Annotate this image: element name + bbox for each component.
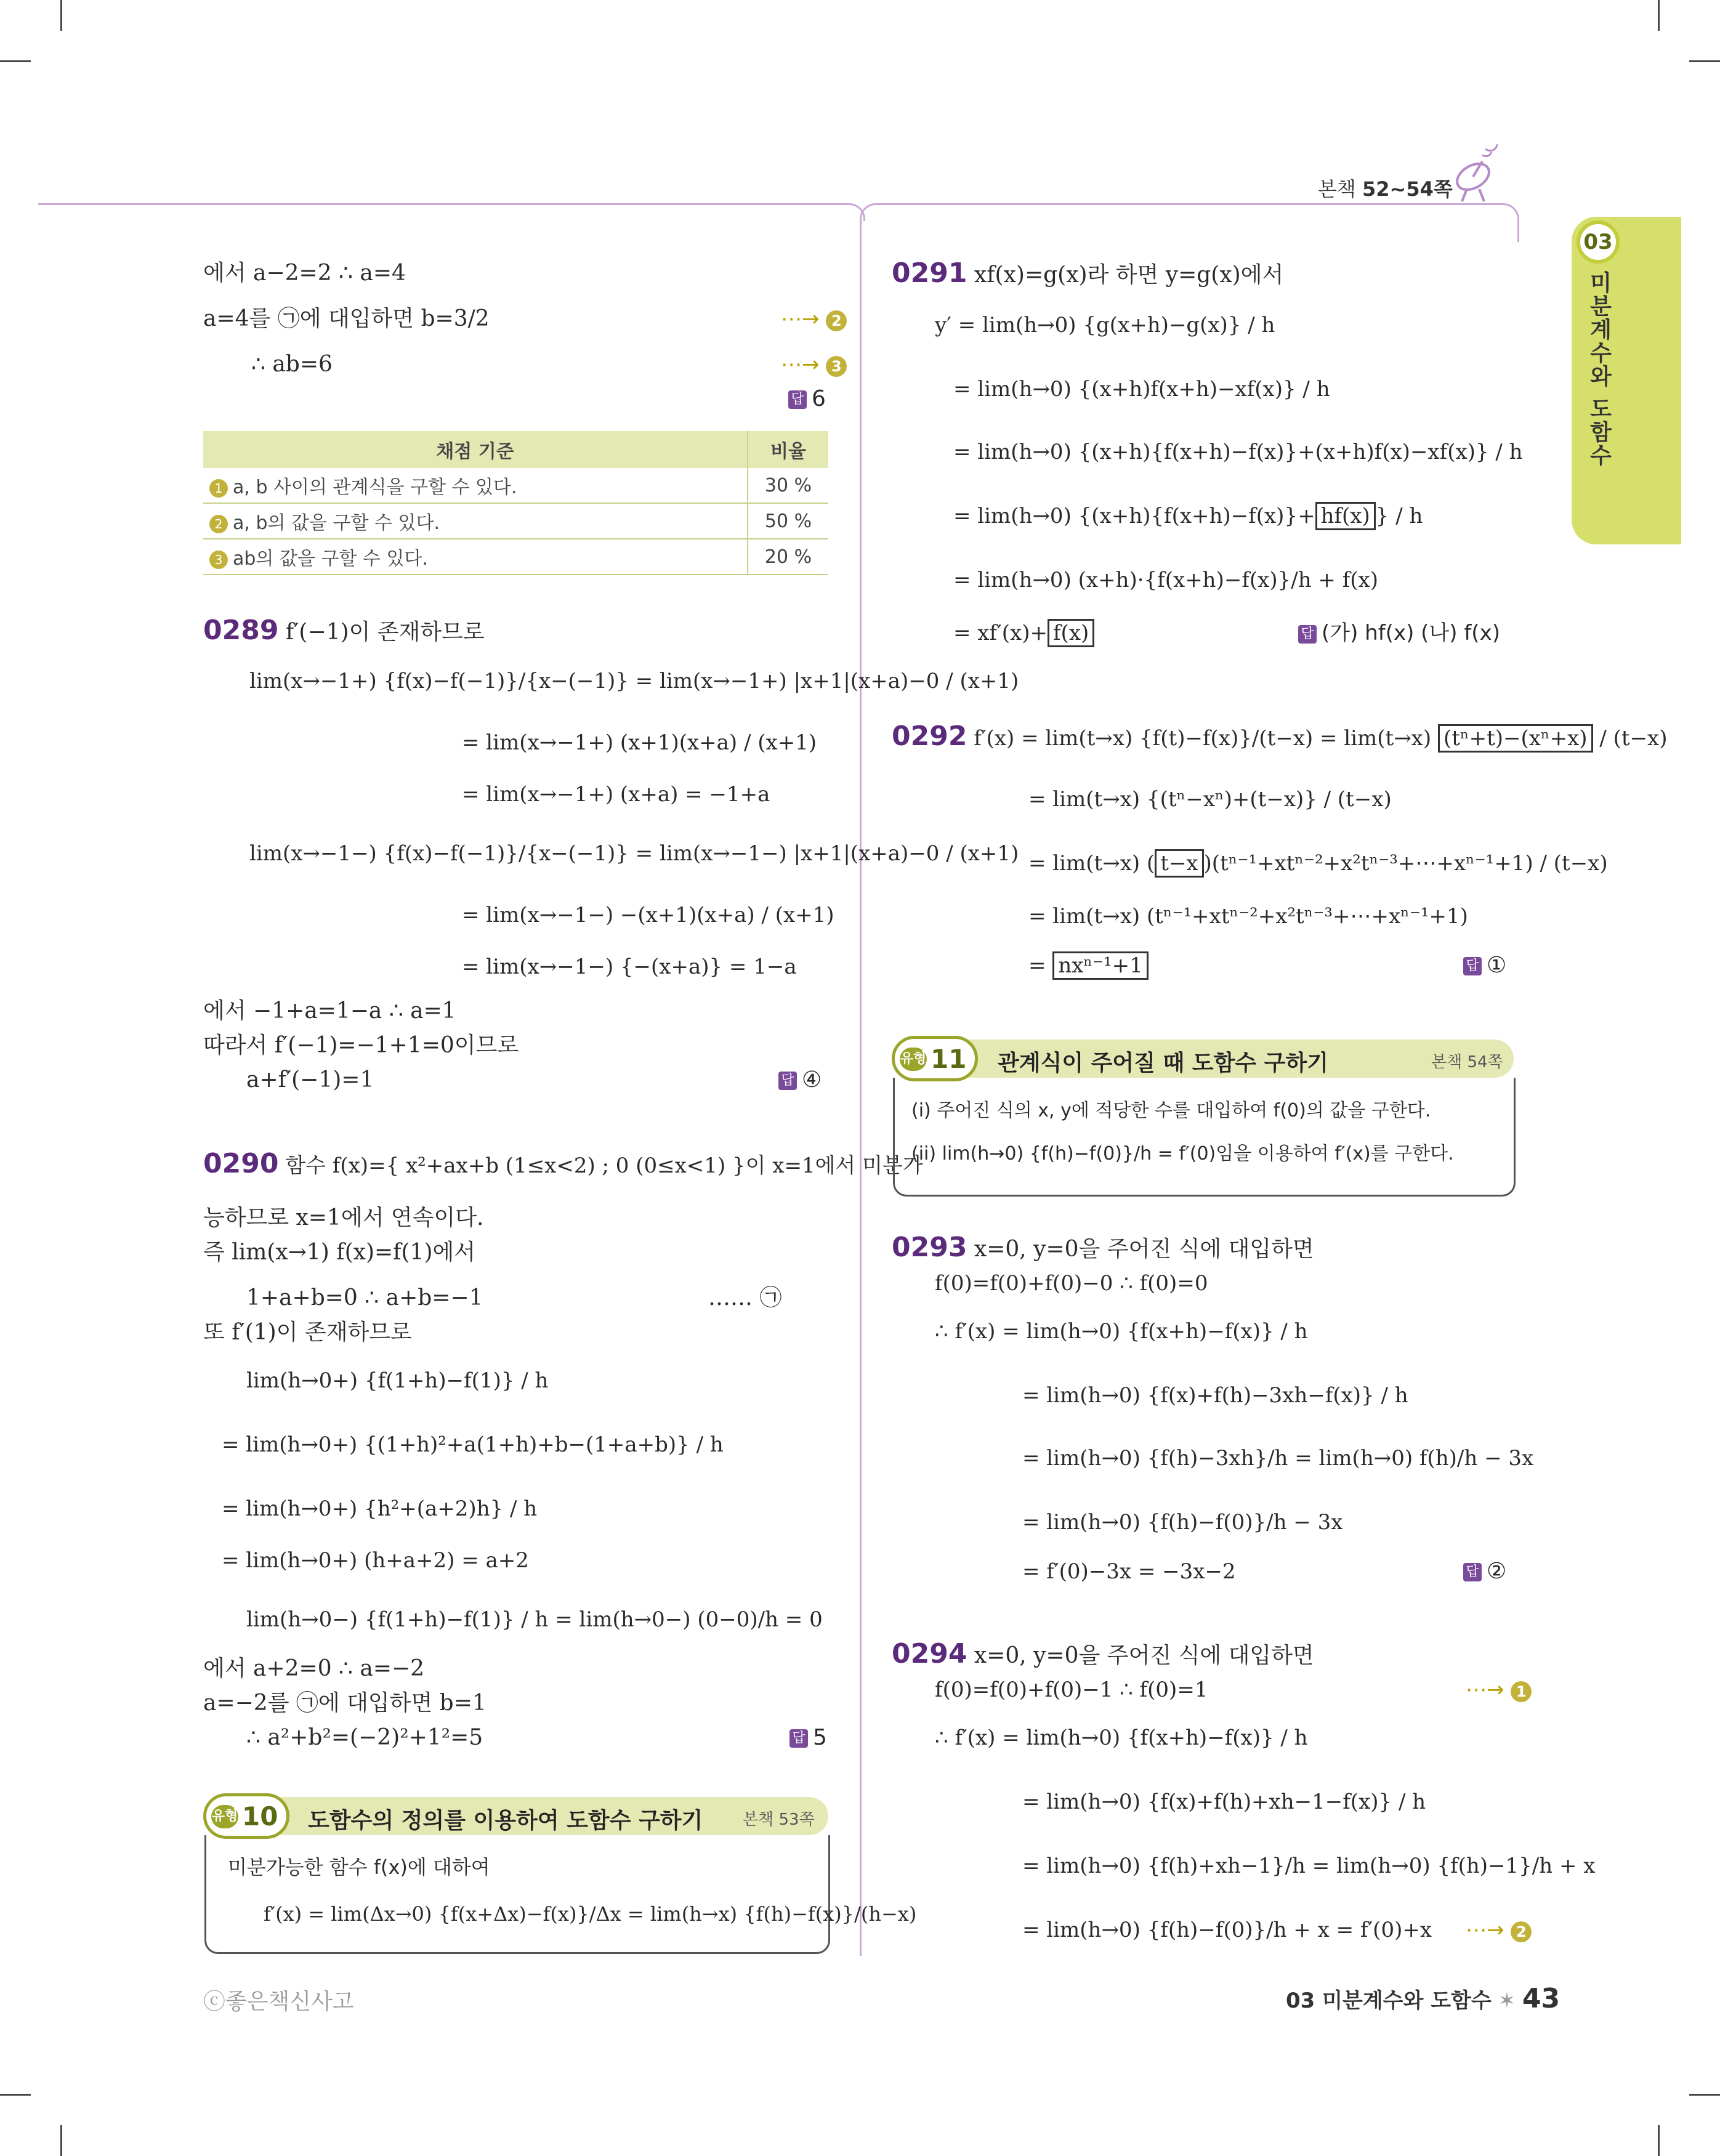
equation: ∴ f′(x) = lim(h→0) {f(x+h)−f(x)} / h (935, 1726, 1308, 1750)
blank-box: t−x (1155, 849, 1203, 878)
equation: = lim(h→0) {f(h)−f(0)}/h + x = f′(0)+x (1022, 1918, 1432, 1942)
equation: = xf′(x)+ f(x) (953, 620, 1094, 647)
text-line: 1+a+b=0 ∴ a+b=−1 (246, 1285, 483, 1310)
equation: = lim(h→0) {f(x)+f(h)+xh−1−f(x)} / h (1022, 1790, 1426, 1814)
equation: = lim(h→0) {f(h)−f(0)}/h − 3x (1022, 1510, 1343, 1535)
problem-0293: 0293 x=0, y=0을 주어진 식에 대입하면 (892, 1232, 1314, 1263)
equation: lim(x→−1+) {f(x)−f(−1)}/{x−(−1)} = lim(x→−1+) |x+1|(x+a)−0 / (x+1) (249, 669, 1019, 693)
crop-mark (0, 60, 31, 62)
crop-mark (0, 2094, 31, 2096)
crop-mark (1658, 0, 1660, 31)
text-line: 에서 a−2=2 ∴ a=4 (203, 260, 406, 286)
type-10-box (204, 1835, 830, 1954)
equation: = lim(h→0) {f(h)−3xh}/h = lim(h→0) f(h)/h − 3x (1022, 1446, 1534, 1471)
answer-icon: 답 (778, 1072, 797, 1090)
equation: = lim(h→0) {(x+h)f(x+h)−xf(x)} / h (953, 377, 1330, 402)
equation: lim(h→0−) {f(1+h)−f(1)} / h = lim(h→0−) (0−0)/h = 0 (246, 1607, 823, 1632)
right-frame (860, 203, 1519, 242)
text-line: a=4를 ㉠에 대입하면 b=3/2 (203, 306, 490, 331)
answer-icon: 답 (1463, 957, 1482, 975)
equation: = lim(x→−1−) −(x+1)(x+a) / (x+1) (462, 903, 834, 927)
page-number: 43 (1522, 1983, 1561, 2014)
answer-icon: 답 (788, 390, 807, 409)
crop-mark (1658, 2125, 1660, 2156)
equation: = lim(x→−1−) {−(x+a)} = 1−a (462, 955, 797, 979)
equation: ∴ f′(x) = lim(h→0) {f(x+h)−f(x)} / h (935, 1319, 1308, 1344)
problem-0292: 0292 f′(x) = lim(t→x) {f(t)−f(x)}/(t−x) = lim(t→x) (tⁿ+t)−(xⁿ+x) / (t−x) (892, 721, 1668, 752)
scoring-table (203, 431, 828, 575)
text-line: ∴ ab=6 (251, 352, 333, 377)
equation: = lim(h→0) {f(h)+xh−1}/h = lim(h→0) {f(h)−1}/h + x (1022, 1854, 1596, 1878)
answer-icon: 답 (1298, 625, 1317, 644)
problem-0291: 0291 xf(x)=g(x)라 하면 y=g(x)에서 (892, 257, 1284, 289)
crop-mark (60, 0, 62, 31)
text-line: 또 f′(1)이 존재하므로 (203, 1320, 412, 1345)
type-10-badge: 유형 10 (203, 1793, 289, 1839)
table-row: 1 a, b 사이의 관계식을 구할 수 있다. 30 % (203, 468, 828, 503)
problem-number: 0293 (892, 1232, 967, 1263)
text-line: a+f′(−1)=1 (246, 1067, 374, 1092)
equation: = lim(t→x) (tⁿ⁻¹+xtⁿ⁻²+x²tⁿ⁻³+⋯+xⁿ⁻¹+1) (1028, 904, 1468, 929)
equation: lim(x→−1−) {f(x)−f(−1)}/{x−(−1)} = lim(x→−1−) |x+1|(x+a)−0 / (x+1) (249, 841, 1019, 866)
problem-0289: 0289 f′(−1)이 존재하므로 (203, 615, 485, 646)
type-11-ref: 본책 54쪽 (1431, 1053, 1503, 1072)
problem-number: 0290 (203, 1148, 279, 1179)
type-11-badge: 유형 11 (892, 1036, 978, 1081)
equation: = f′(0)−3x = −3x−2 (1022, 1559, 1236, 1584)
blank-box: nxⁿ⁻¹+1 (1052, 951, 1148, 980)
equation: = lim(h→0+) {(1+h)²+a(1+h)+b−(1+a+b)} / h (222, 1432, 724, 1457)
crop-mark (60, 2125, 62, 2156)
equation: = lim(t→x) ( t−x )(tⁿ⁻¹+xtⁿ⁻²+x²tⁿ⁻³+⋯+xⁿ⁻¹+1) / (t−x) (1028, 850, 1608, 877)
equation: = lim(h→0) (x+h)·{f(x+h)−f(x)}/h + f(x) (953, 568, 1378, 592)
answer: 답 6 (788, 386, 826, 413)
column-divider (860, 219, 862, 1956)
answer: 답 5 (789, 1724, 827, 1751)
problem-0294: 0294 x=0, y=0을 주어진 식에 대입하면 (892, 1638, 1314, 1669)
equation: = lim(h→0) {f(x)+f(h)−3xh−f(x)} / h (1022, 1383, 1408, 1408)
text-line: ∴ a²+b²=(−2)²+1²=5 (246, 1725, 483, 1750)
table-header: 채점 기준 (203, 431, 748, 468)
table-header: 비율 (748, 431, 828, 468)
left-frame (38, 203, 865, 221)
equation: = lim(h→0+) (h+a+2) = a+2 (222, 1548, 529, 1573)
type-10-ref: 본책 53쪽 (743, 1811, 815, 1829)
equation: = lim(t→x) {(tⁿ−xⁿ)+(t−x)} / (t−x) (1028, 787, 1392, 812)
problem-number: 0292 (892, 721, 967, 752)
text-line: 미분가능한 함수 f(x)에 대하여 (228, 1855, 490, 1879)
equation: f(0)=f(0)+f(0)−0 ∴ f(0)=0 (935, 1271, 1208, 1296)
blank-box: (tⁿ+t)−(xⁿ+x) (1438, 724, 1593, 753)
equation: f′(x) = lim(Δx→0) {f(x+Δx)−f(x)}/Δx = lim(h→x) {f(h)−f(x)}/(h−x) (264, 1902, 917, 1926)
chapter-number: 03 (1577, 220, 1620, 264)
text-line: 에서 −1+a=1−a ∴ a=1 (203, 998, 456, 1023)
chapter-title: 미분계수와 도함수 (1586, 271, 1612, 467)
page-footer: 03 미분계수와 도함수 ✶ 43 (1286, 1983, 1561, 2014)
answer-icon: 답 (789, 1729, 808, 1748)
answer: 답 ② (1463, 1558, 1506, 1585)
step-marker: ⋯→ 1 (1466, 1676, 1532, 1703)
answer: 답 ① (1463, 952, 1506, 979)
step-marker: ⋯→ 3 (781, 351, 847, 378)
crop-mark (1689, 2094, 1720, 2096)
equation: = lim(h→0) {(x+h){f(x+h)−f(x)}+ hf(x) } / h (953, 503, 1423, 530)
answer: 답 ④ (778, 1067, 822, 1094)
problem-0290: 0290 함수 f(x)={ x²+ax+b (1≤x<2) ; 0 (0≤x<1) }이 x=1에서 미분가 (203, 1148, 923, 1179)
answer-icon: 답 (1463, 1563, 1482, 1581)
problem-number: 0289 (203, 615, 279, 646)
equation: = lim(x→−1+) (x+a) = −1+a (462, 782, 770, 807)
text-line: a=−2를 ㉠에 대입하면 b=1 (203, 1690, 487, 1716)
problem-number: 0291 (892, 257, 967, 289)
equation: y′ = lim(h→0) {g(x+h)−g(x)} / h (935, 313, 1275, 337)
equation: = nxⁿ⁻¹+1 (1028, 952, 1149, 979)
type-11-box (893, 1078, 1516, 1197)
equation: = lim(h→0+) {h²+(a+2)h} / h (222, 1496, 538, 1521)
equation: f(0)=f(0)+f(0)−1 ∴ f(0)=1 (935, 1678, 1208, 1702)
step-marker: ⋯→ 2 (781, 305, 847, 333)
copyright: ⓒ좋은책신사고 (203, 1989, 354, 2014)
step-marker: ⋯→ 2 (1466, 1916, 1532, 1944)
table-row: 2 a, b의 값을 구할 수 있다. 50 % (203, 503, 828, 539)
table-row: 3 ab의 값을 구할 수 있다. 20 % (203, 539, 828, 575)
equation: = lim(x→−1+) (x+1)(x+a) / (x+1) (462, 730, 817, 755)
satellite-dish-icon (1448, 143, 1498, 204)
type-11-title: 관계식이 주어질 때 도함수 구하기 (998, 1051, 1328, 1076)
text-line: …… ㉠ (708, 1285, 782, 1310)
text-line: (ii) lim(h→0) {f(h)−f(0)}/h = f′(0)임을 이용하여 f′(x)를 구한다. (911, 1143, 1454, 1165)
text-line: 따라서 f′(−1)=−1+1=0이므로 (203, 1033, 519, 1058)
answer: 답 (가) hf(x) (나) f(x) (1298, 620, 1500, 647)
text-line: 능하므로 x=1에서 연속이다. (203, 1205, 484, 1230)
text-line: 에서 a+2=0 ∴ a=−2 (203, 1656, 425, 1681)
text-line: 즉 lim(x→1) f(x)=f(1)에서 (203, 1240, 476, 1265)
type-10-title: 도함수의 정의를 이용하여 도함수 구하기 (308, 1808, 703, 1833)
problem-number: 0294 (892, 1638, 967, 1669)
equation: = lim(h→0) {(x+h){f(x+h)−f(x)}+(x+h)f(x)−xf(x)} / h (953, 440, 1523, 464)
equation: lim(h→0+) {f(1+h)−f(1)} / h (246, 1368, 549, 1393)
crop-mark (1689, 60, 1720, 62)
blank-box: f(x) (1048, 619, 1094, 647)
text-line: (i) 주어진 식의 x, y에 적당한 수를 대입하여 f(0)의 값을 구한다. (911, 1100, 1431, 1121)
blank-box: hf(x) (1315, 502, 1376, 530)
header-reference: 본책 52~54쪽 (1318, 177, 1453, 201)
